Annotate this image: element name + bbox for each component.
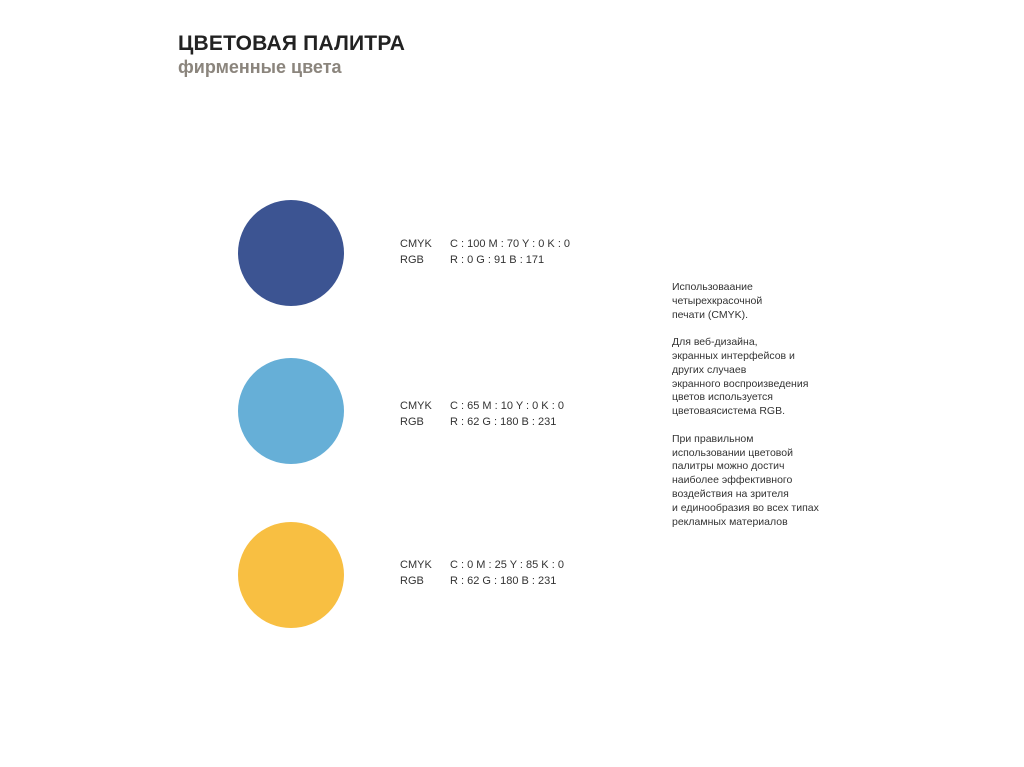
- usage-notes: [672, 281, 852, 543]
- cmyk-value: C : 100 M : 70 Y : 0 K : 0: [450, 238, 571, 250]
- cmyk-row: [400, 398, 564, 414]
- page-title: ЦВЕТОВАЯ ПАЛИТРА: [178, 32, 406, 55]
- rgb-value: R : 62 G : 180 B : 231: [450, 575, 557, 587]
- cmyk-value: C : 65 M : 10 Y : 0 K : 0: [450, 400, 564, 412]
- cmyk-label: CMYK: [400, 238, 432, 250]
- note-usage-paragraph: При правильном использовании цветовой палитры можно достич наиболее эффективного воздействия на зрителя и единообразия во всех типах рекламных материалов: [672, 432, 819, 528]
- note-cmyk-paragraph: Использоваание четырехкрасочной печати (CMYK).: [672, 281, 763, 321]
- rgb-row: [400, 252, 570, 268]
- rgb-row: [400, 573, 564, 589]
- rgb-label: RGB: [400, 575, 424, 587]
- rgb-value: R : 62 G : 180 B : 231: [450, 416, 557, 428]
- color-swatch-dark-blue: [238, 200, 344, 306]
- rgb-label: RGB: [400, 416, 424, 428]
- color-spec-light-blue: [400, 398, 564, 430]
- color-spec-dark-blue: [400, 236, 570, 268]
- cmyk-label: CMYK: [400, 400, 432, 412]
- color-swatch-yellow: [238, 522, 344, 628]
- rgb-label: RGB: [400, 254, 424, 266]
- rgb-row: [400, 414, 564, 430]
- color-spec-yellow: [400, 557, 564, 589]
- cmyk-row: [400, 236, 570, 252]
- color-swatch-light-blue: [238, 358, 344, 464]
- cmyk-row: [400, 557, 564, 573]
- page-subtitle: фирменные цвета: [178, 57, 342, 77]
- note-rgb-paragraph: Для веб-дизайна, экранных интерфейсов и других случаев экранного воспроизведения цветов используется цветоваясистема RGB.: [672, 336, 809, 418]
- rgb-value: R : 0 G : 91 B : 171: [450, 254, 545, 266]
- cmyk-label: CMYK: [400, 559, 432, 571]
- cmyk-value: C : 0 M : 25 Y : 85 K : 0: [450, 559, 564, 571]
